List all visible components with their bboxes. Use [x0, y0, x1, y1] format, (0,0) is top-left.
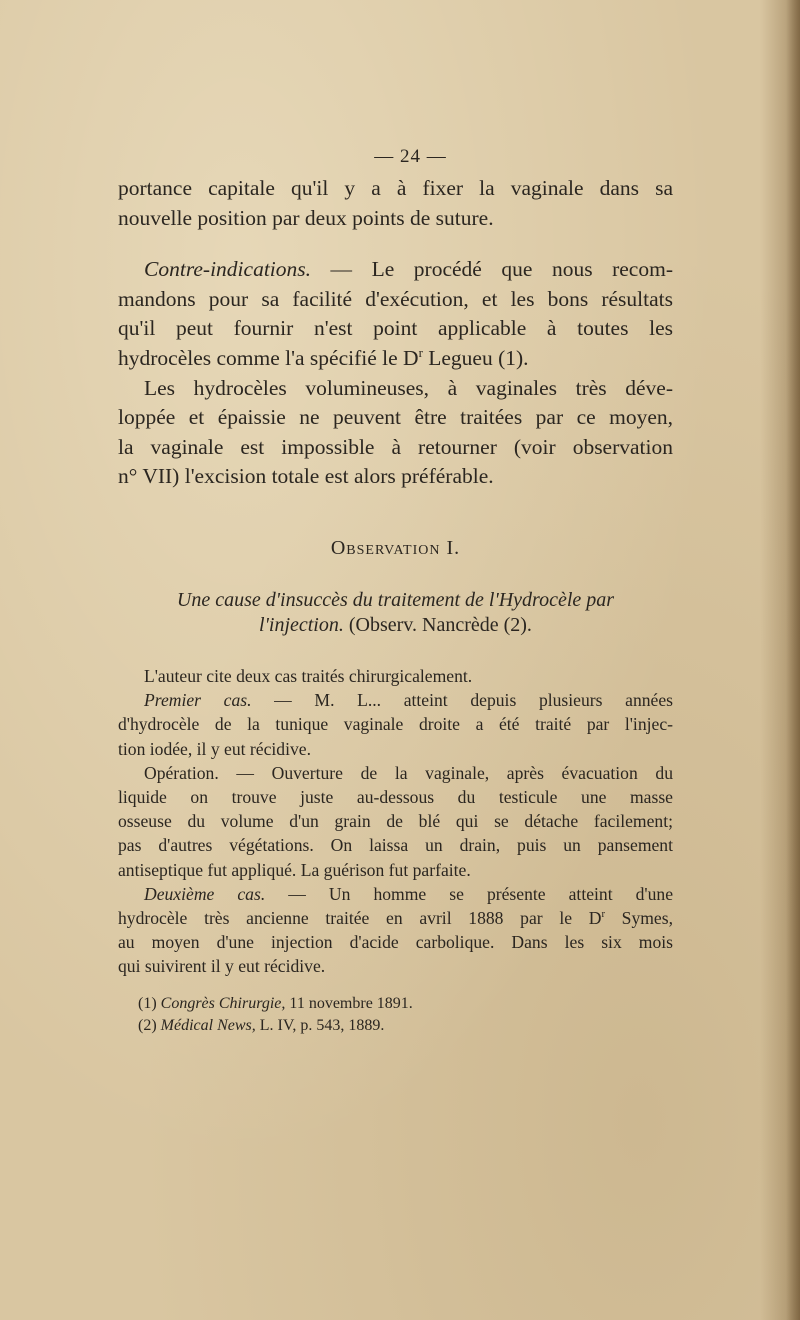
observation-subtitle [118, 588, 673, 638]
text-line: Opération. — Ouverture de la vaginale, après évacuation du [144, 762, 673, 783]
observation-intro [118, 664, 673, 688]
text-fragment: hydrocèles comme l'a spécifié le D [118, 345, 419, 370]
text-line: mandons pour sa facilité d'exécution, et les bons résultats [118, 286, 673, 311]
text-line: qui suivirent il y eut récidive. [118, 956, 326, 977]
observation-premier-cas [118, 688, 673, 761]
document-page [118, 140, 673, 1037]
text-line: antiseptique fut appliqué. La guérison fut parfaite. [118, 859, 471, 880]
text-fragment: — Le procédé que nous recom- [311, 257, 673, 282]
text-line: au moyen d'une injection d'acide carbolique. Dans les six mois [118, 932, 673, 953]
text-line: pas d'autres végétations. On laissa un drain, puis un pansement [118, 835, 673, 856]
text-fragment: — Un homme se présente atteint d'une [265, 883, 673, 904]
paragraph-hydroceles [118, 374, 673, 492]
text-line: n° VII) l'excision totale est alors préférable. [118, 464, 494, 489]
text-line: liquide on trouve juste au-dessous du testicule une masse [118, 786, 673, 807]
text-line: L'auteur cite deux cas traités chirurgicalement. [144, 665, 473, 686]
text-line [118, 688, 673, 712]
case-lead: Premier cas. [144, 690, 252, 711]
page-edge-shadow [786, 0, 800, 1320]
footnote: (2) Médical News, L. IV, p. 543, 1889. [138, 1016, 385, 1034]
text-fragment: — M. L... atteint depuis plusieurs années [251, 690, 673, 711]
text-line: la vaginale est impossible à retourner (voir observation [118, 434, 673, 459]
footnotes [118, 993, 673, 1037]
paragraph-continuation [118, 174, 673, 233]
subtitle-line: l'injection. (Observ. Nancrède (2). [259, 613, 532, 636]
text-fragment: Legueu (1). [422, 345, 529, 370]
case-lead: Deuxième cas. [144, 883, 266, 904]
text-line [118, 344, 673, 374]
text-line [118, 255, 673, 285]
text-fragment: hydrocèle très ancienne traitée en avril 1888 par le D [118, 907, 602, 928]
text-line: nouvelle position par deux points de suture. [118, 205, 494, 230]
observation-operation [118, 761, 673, 882]
footnote: (1) Congrès Chirurgie, 11 novembre 1891. [138, 994, 413, 1012]
page-number: — 24 — [374, 146, 447, 167]
paragraph-contre-indications [118, 255, 673, 373]
superscript: r [601, 909, 605, 921]
text-line: osseuse du volume d'un grain de blé qui se détache facilement; [118, 811, 673, 832]
text-line: loppée et épaissie ne peuvent être traitées par ce moyen, [118, 405, 673, 430]
text-line: qu'il peut fournir n'est point applicable à toutes les [118, 316, 673, 341]
text-line: Les hydrocèles volumineuses, à vaginales très déve- [144, 375, 673, 400]
observation-deuxieme-cas [118, 882, 673, 979]
section-lead: Contre-indications. [144, 257, 312, 282]
subtitle-line: Une cause d'insuccès du traitement de l'Hydrocèle par [176, 588, 615, 611]
text-fragment: Symes, [604, 907, 673, 928]
superscript: r [418, 345, 423, 360]
text-line: d'hydrocèle de la tunique vaginale droite a été traité par l'injec- [118, 714, 673, 735]
text-line: tion iodée, il y eut récidive. [118, 738, 311, 759]
observation-heading: Observation I. [330, 536, 461, 559]
text-line [118, 882, 673, 906]
text-line [118, 906, 673, 930]
text-line: portance capitale qu'il y a à fixer la vaginale dans sa [118, 176, 673, 200]
